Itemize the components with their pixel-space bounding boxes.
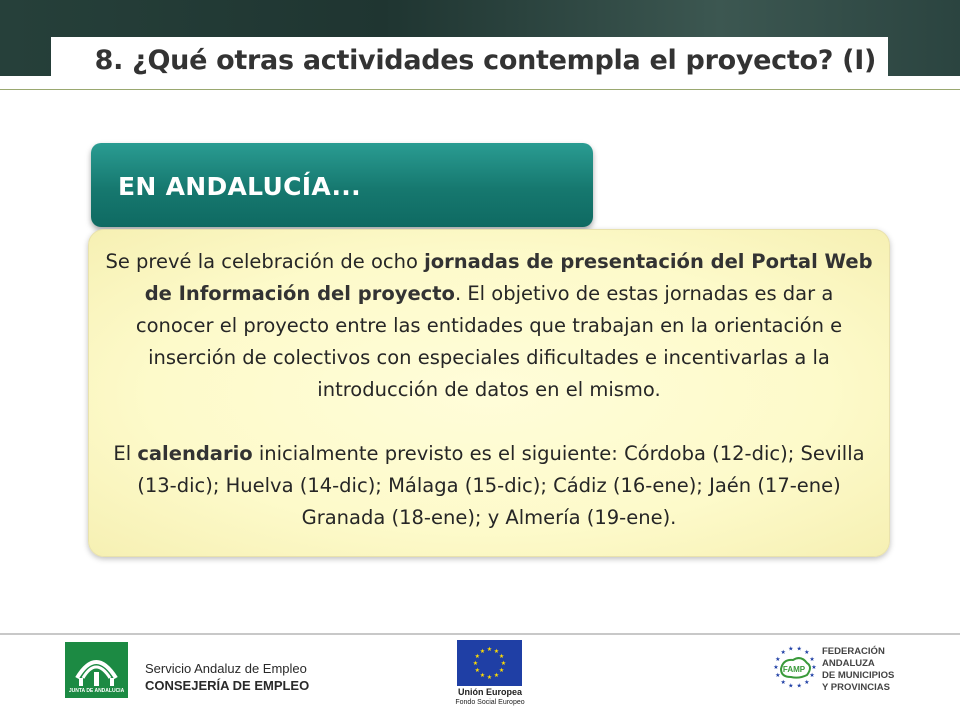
eu-star-icon: ★: [479, 648, 486, 655]
paragraph-spacer: [103, 406, 875, 438]
eu-star-icon: ★: [474, 668, 481, 674]
eu-star-icon: ★: [493, 673, 500, 680]
eu-star-icon: ★: [493, 648, 500, 655]
title-box: [51, 37, 888, 90]
famp-line-2: ANDALUZA: [822, 658, 875, 669]
famp-line-4: Y PROVINCIAS: [822, 682, 890, 693]
sae-line1: Servicio Andaluz de Empleo: [145, 661, 307, 676]
footer-rule: [0, 633, 960, 635]
paragraph2-bold: calendario: [137, 442, 253, 465]
famp-star-icon: ★: [780, 650, 786, 657]
title-rule: [0, 89, 960, 90]
eu-star-icon: ★: [500, 661, 507, 667]
eu-star-icon: ★: [498, 668, 505, 674]
sae-label: [145, 660, 309, 694]
eu-star-icon: ★: [479, 673, 486, 680]
famp-star-icon: ★: [811, 665, 817, 671]
eu-label: Unión Europea: [457, 687, 522, 697]
famp-star-icon: ★: [809, 673, 815, 680]
eu-star-icon: ★: [486, 675, 493, 681]
famp-star-icon: ★: [775, 656, 781, 663]
paragraph1-bold: jornadas de presentación del Portal Web de Información del proyecto: [144, 250, 873, 305]
eu-fund-label: Fondo Social Europeo: [455, 699, 525, 706]
paragraph2-post: inicialmente previsto es el siguiente: Córdoba (12-dic); Sevilla (13-dic); Huelva (14-dic); Málaga (15-dic); Cádiz (16-ene); Jaén (17-ene) Granada (18-ene); y Almería (19-ene).: [137, 442, 865, 529]
eu-flag-icon: [457, 640, 522, 686]
content-text: [103, 246, 875, 534]
eu-star-icon: ★: [498, 654, 505, 660]
eu-star-icon: ★: [472, 661, 479, 667]
eu-star-icon: ★: [474, 654, 481, 660]
famp-star-icon: ★: [788, 646, 794, 653]
famp-star-icon: ★: [788, 683, 794, 689]
paragraph-jornadas: [103, 246, 875, 406]
famp-line-1: FEDERACIÓN: [822, 646, 885, 657]
paragraph1-pre: Se prevé la celebración de ocho: [105, 250, 425, 273]
famp-star-icon: ★: [804, 650, 810, 657]
eu-star-icon: ★: [486, 647, 493, 653]
paragraph1-post: . El objetivo de estas jornadas es dar a conocer el proyecto entre las entidades que trabajan en la orientación e inserción de colectivos con especiales dificultades e incentivarlas a la introducción de datos en el mismo.: [135, 282, 843, 401]
sae-line2: CONSEJERÍA DE EMPLEO: [145, 678, 310, 693]
junta-caption: JUNTA DE ANDALUCIA: [68, 688, 125, 694]
paragraph-calendario: [103, 438, 875, 534]
famp-emblem-icon: [773, 645, 817, 689]
slide-title: 8. ¿Qué otras actividades contempla el proyecto? (I): [94, 45, 876, 76]
famp-star-icon: ★: [780, 679, 786, 686]
famp-star-icon: ★: [773, 665, 779, 671]
famp-label: [822, 646, 894, 694]
eu-stars-icon: [457, 640, 522, 686]
famp-star-icon: ★: [809, 656, 815, 663]
famp-logo-text: FAMP: [782, 665, 806, 674]
paragraph2-pre: El: [113, 442, 138, 465]
famp-star-icon: ★: [796, 683, 802, 689]
famp-star-icon: ★: [804, 679, 810, 686]
famp-line-3: DE MUNICIPIOS: [822, 670, 895, 681]
section-header: [91, 143, 593, 227]
famp-logo-icon: [773, 645, 817, 689]
famp-star-icon: ★: [775, 673, 781, 680]
junta-andalucia-logo-icon: [65, 642, 128, 698]
famp-star-icon: ★: [796, 646, 802, 653]
section-header-label: EN ANDALUCÍA...: [118, 172, 361, 201]
content-box: [88, 229, 890, 557]
